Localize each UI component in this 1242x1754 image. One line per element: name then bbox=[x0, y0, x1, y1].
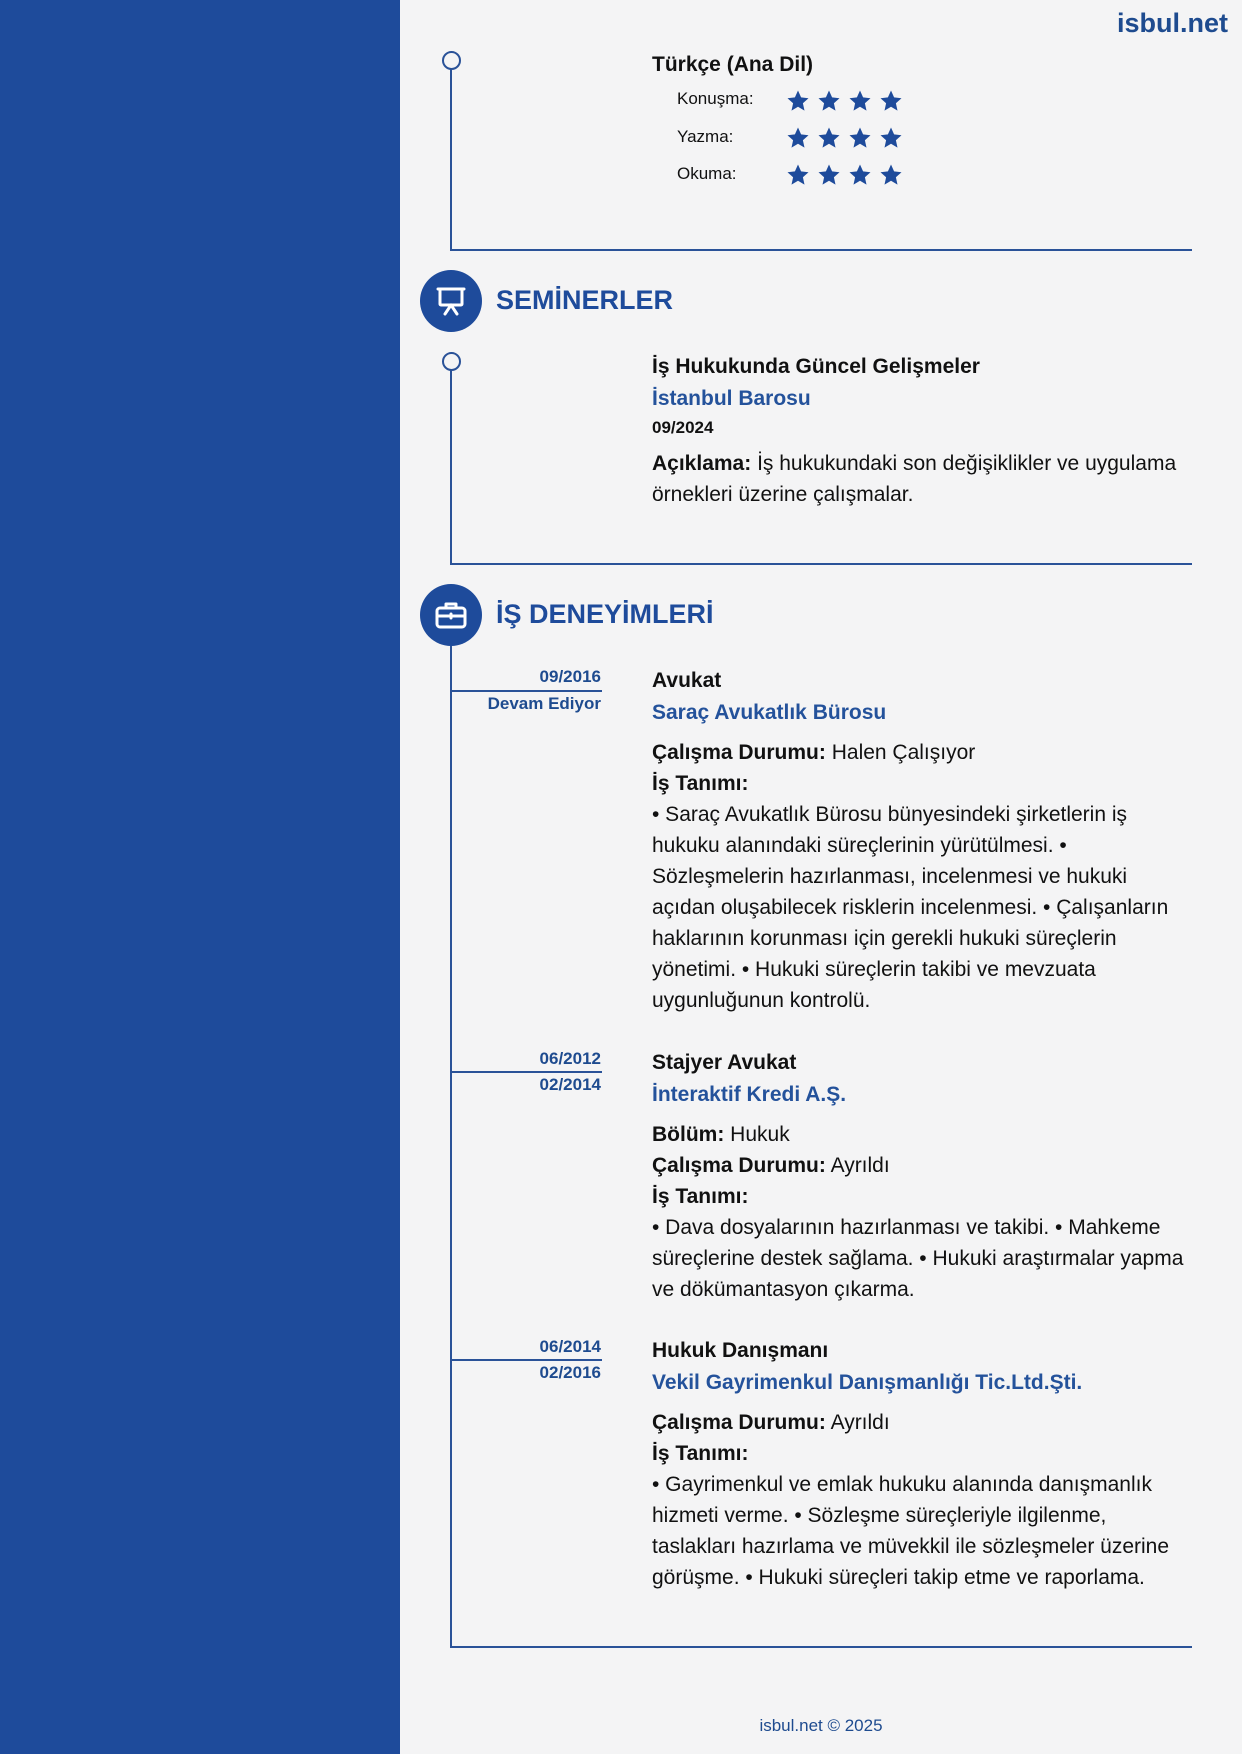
seminar-title: İş Hukukunda Güncel Gelişmeler bbox=[652, 355, 980, 378]
department-value: Hukuk bbox=[730, 1123, 790, 1146]
section-divider bbox=[450, 249, 1192, 251]
company-name: İnteraktif Kredi A.Ş. bbox=[652, 1083, 847, 1106]
timeline-dot bbox=[442, 352, 461, 371]
section-title-experience: İŞ DENEYİMLERİ bbox=[496, 599, 714, 629]
date-separator bbox=[451, 1071, 602, 1073]
status-value: Ayrıldı bbox=[830, 1154, 890, 1177]
job-description: • Gayrimenkul ve emlak hukuku alanında danışmanlık hizmeti verme. • Sözleşme süreçleriyle ilgilenme, taslakları hazırlama ve müvekkil ile sözleşmeler üzerine görüşme. • Hukuki süreçleri takip etme ve raporlama. bbox=[652, 1473, 1170, 1589]
star-icon bbox=[786, 89, 810, 113]
section-title-seminars: SEMİNERLER bbox=[496, 285, 674, 315]
department-label: Bölüm: bbox=[652, 1123, 725, 1146]
job-title: Stajyer Avukat bbox=[652, 1051, 797, 1074]
seminar-entry bbox=[652, 355, 1192, 510]
status-value: Halen Çalışıyor bbox=[831, 741, 976, 764]
section-divider bbox=[450, 563, 1192, 565]
status-value: Ayrıldı bbox=[830, 1411, 890, 1434]
company-name: Saraç Avukatlık Bürosu bbox=[652, 701, 887, 724]
seminar-organization: İstanbul Barosu bbox=[652, 387, 811, 410]
status-label: Çalışma Durumu: bbox=[652, 741, 826, 764]
work-status bbox=[652, 1407, 1192, 1438]
job-title: Avukat bbox=[652, 669, 722, 692]
job-description-label: İş Tanımı: bbox=[652, 772, 749, 795]
language-skill-label: Okuma: bbox=[677, 164, 737, 183]
timeline-dot bbox=[442, 51, 461, 70]
experience-end-date: 02/2016 bbox=[539, 1363, 601, 1382]
brand-logo[interactable]: isbul.net bbox=[1116, 8, 1228, 38]
date-separator bbox=[451, 690, 602, 692]
job-description: • Dava dosyalarının hazırlanması ve takibi. • Mahkeme süreçlerine destek sağlama. • Hukuki araştırmalar yapma ve dökümantasyon çıkarma. bbox=[652, 1216, 1184, 1301]
job-description-label: İş Tanımı: bbox=[652, 1442, 749, 1465]
star-icon bbox=[879, 126, 903, 150]
description-text: İş hukukundaki son değişiklikler ve uygulama örnekleri üzerine çalışmalar. bbox=[652, 452, 1177, 506]
sidebar bbox=[0, 0, 400, 1754]
experience-entry bbox=[652, 1339, 1192, 1593]
company-name: Vekil Gayrimenkul Danışmanlığı Tic.Ltd.Şti. bbox=[652, 1371, 1083, 1394]
footer-copyright: isbul.net © 2025 bbox=[759, 1716, 883, 1735]
description-label: Açıklama: bbox=[652, 452, 752, 475]
job-description: • Saraç Avukatlık Bürosu bünyesindeki şirketlerin iş hukuku alanındaki süreçlerinin yürütülmesi. • Sözleşmelerin hazırlanması, incelenmesi ve hukuki açıdan oluşabilecek risklerin incelenmesi. • Çalışanların haklarının korunması için gerekli hukuki süreçlerin yönetimi. • Hukuki süreçlerin takibi ve mevzuata uygunluğunun kontrolü. bbox=[652, 803, 1169, 1012]
work-status bbox=[652, 737, 1192, 768]
seminar-date: 09/2024 bbox=[652, 418, 714, 437]
language-skill-label: Konuşma: bbox=[677, 89, 754, 108]
department bbox=[652, 1119, 1192, 1150]
date-separator bbox=[451, 1359, 602, 1361]
star-icon bbox=[848, 163, 872, 187]
star-icon bbox=[817, 126, 841, 150]
experience-start-date: 09/2016 bbox=[539, 667, 601, 686]
star-icon bbox=[879, 89, 903, 113]
timeline-line bbox=[450, 367, 452, 565]
experience-start-date: 06/2014 bbox=[539, 1337, 601, 1356]
experience-end-date: Devam Ediyor bbox=[487, 694, 601, 713]
work-status bbox=[652, 1150, 1192, 1181]
rating-stars bbox=[786, 163, 903, 187]
star-icon bbox=[786, 126, 810, 150]
star-icon bbox=[786, 163, 810, 187]
experience-entry bbox=[652, 1051, 1192, 1305]
section-divider bbox=[450, 1646, 1192, 1648]
timeline-line bbox=[450, 646, 452, 1648]
star-icon bbox=[817, 163, 841, 187]
experience-entry bbox=[652, 669, 1192, 1016]
job-description-label: İş Tanımı: bbox=[652, 1185, 749, 1208]
language-name: Türkçe (Ana Dil) bbox=[652, 53, 814, 76]
seminar-description bbox=[652, 448, 1192, 510]
language-skill-label: Yazma: bbox=[677, 127, 734, 146]
star-icon bbox=[879, 163, 903, 187]
section-icon bbox=[420, 270, 482, 332]
status-label: Çalışma Durumu: bbox=[652, 1154, 826, 1177]
presentation-board-icon bbox=[434, 284, 468, 318]
status-label: Çalışma Durumu: bbox=[652, 1411, 826, 1434]
star-icon bbox=[848, 89, 872, 113]
experience-start-date: 06/2012 bbox=[539, 1049, 601, 1068]
rating-stars bbox=[786, 126, 903, 150]
star-icon bbox=[848, 126, 872, 150]
rating-stars bbox=[786, 89, 903, 113]
job-title: Hukuk Danışmanı bbox=[652, 1339, 829, 1362]
timeline-line bbox=[450, 66, 452, 251]
briefcase-icon bbox=[434, 598, 468, 632]
star-icon bbox=[817, 89, 841, 113]
experience-end-date: 02/2014 bbox=[539, 1075, 601, 1094]
section-icon bbox=[420, 584, 482, 646]
